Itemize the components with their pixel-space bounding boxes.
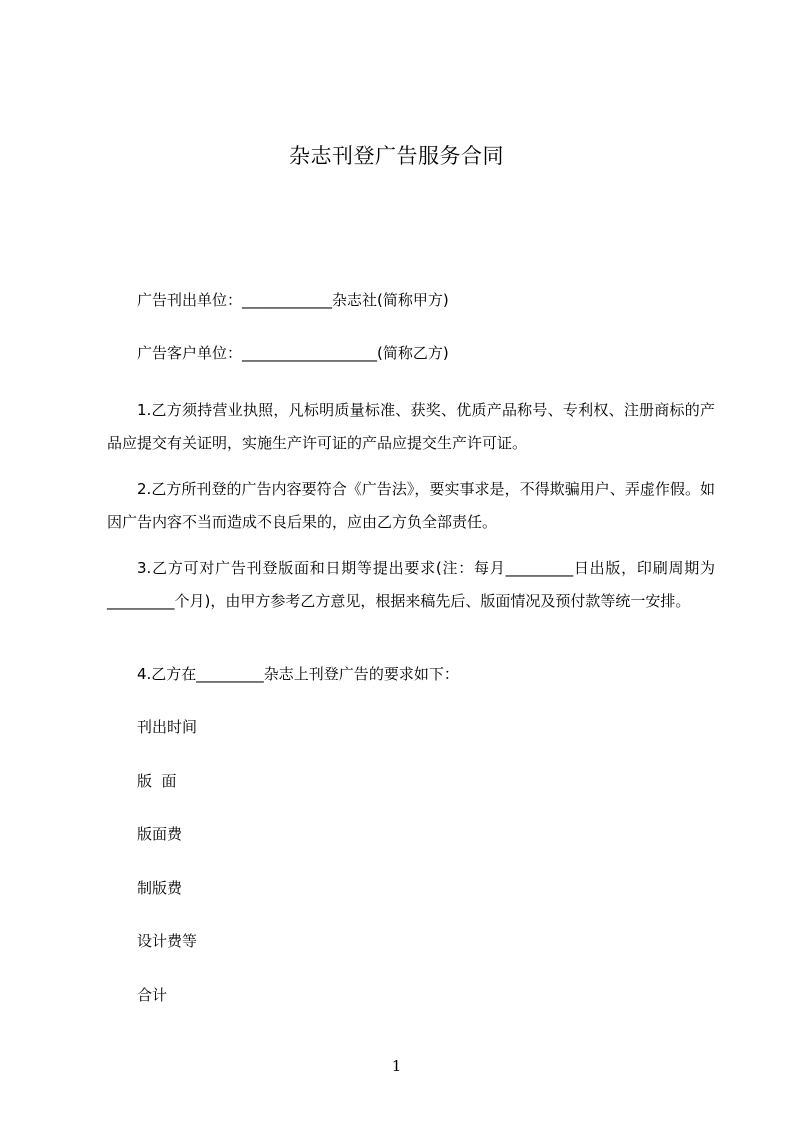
item-publish-time: 刊出时间 (137, 718, 198, 736)
publisher-line: 广告刊出单位：____________杂志社(简称甲方) (137, 291, 449, 309)
item-design-fee: 设计费等 (137, 932, 198, 950)
contract-title: 杂志刊登广告服务合同 (289, 144, 504, 168)
clause-4: 4.乙方在_________杂志上刊登广告的要求如下： (137, 665, 459, 683)
item-layout: 版 面 (137, 772, 177, 790)
clause-1: 1.乙方须持营业执照，凡标明质量标准、获奖、优质产品称号、专利权、注册商标的产品应提交有关证明，实施生产许可证的产品应提交生产许可证。 (107, 401, 715, 452)
item-layout-fee: 版面费 (137, 825, 183, 843)
item-plate-fee: 制版费 (137, 879, 183, 897)
client-line: 广告客户单位：__________________(简称乙方) (137, 344, 449, 362)
item-total: 合计 (137, 986, 168, 1004)
page-number: 1 (391, 1057, 402, 1075)
clause-3: 3.乙方可对广告刊登版面和日期等提出要求(注：每月_________日出版，印刷周期为_________个月)，由甲方参考乙方意见，根据来稿先后、版面情况及预付款等统一安排。 (107, 559, 715, 610)
clause-2: 2.乙方所刊登的广告内容要符合《广告法》，要实事求是，不得欺骗用户、弄虚作假。如因广告内容不当而造成不良后果的，应由乙方负全部责任。 (107, 480, 715, 531)
